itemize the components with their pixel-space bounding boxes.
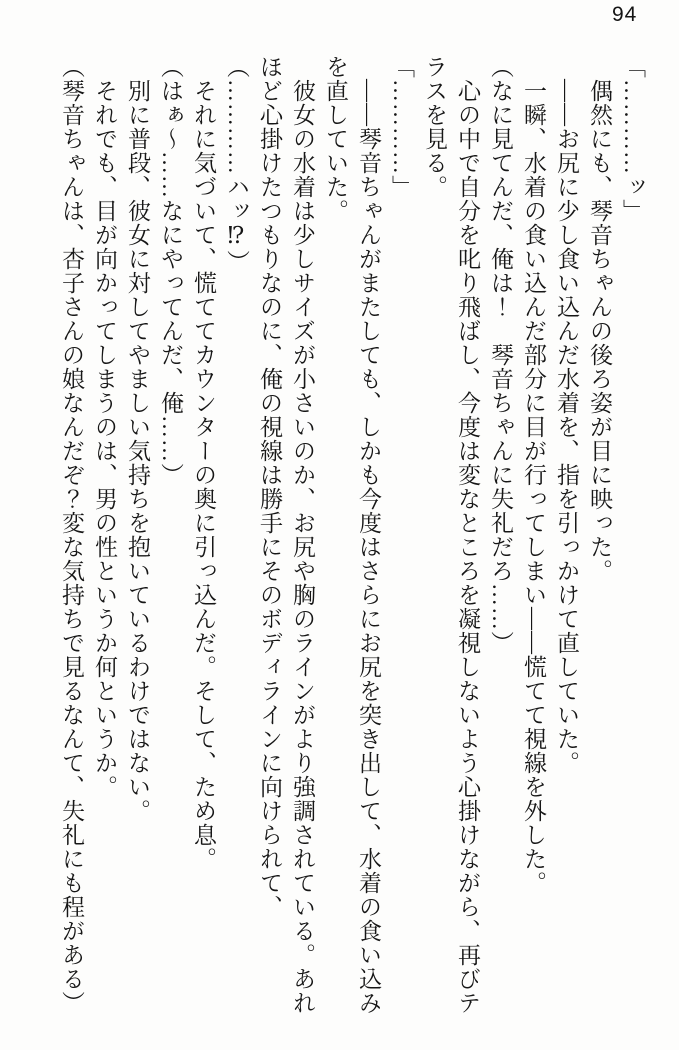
dialogue-line: 「…………ッ」 <box>620 55 645 223</box>
narration-line: 一瞬、水着の食い込んだ部分に目が行ってしまい――慌てて視線を外した。 <box>521 55 546 895</box>
narration-line: 偶然にも、琴音ちゃんの後ろ姿が目に映った。 <box>587 55 612 583</box>
thought-line: （なに見てんだ、俺は！ 琴音ちゃんに失礼だろ……） <box>488 55 513 655</box>
narration-line: ――お尻に少し食い込んだ水着を、指を引っかけて直していた。 <box>554 55 579 775</box>
narration-line: 彼女の水着は少しサイズが小さいのか、お尻や胸のラインがより強調されている。あれほど心掛けたつもりなのに、俺の視線は勝手にそのボディラインに向けられて、 <box>257 55 315 1015</box>
narration-line: ――琴音ちゃんがまたしても、しかも今度はさらにお尻を突き出して、水着の食い込みを直していた。 <box>323 55 381 1015</box>
thought-line: （はぁ～……なにやってんだ、俺……） <box>158 55 183 487</box>
dialogue-line: 「…………」 <box>389 55 414 199</box>
narration-line: 心の中で自分を叱り飛ばし、今度は変なところを凝視しないよう心掛けながら、再びテラスを見る。 <box>422 55 480 1015</box>
narration-line: それでも、目が向かってしまうのは、男の性というか何というか。 <box>92 55 117 799</box>
thought-line: （琴音ちゃんは、杏子さんの娘なんだぞ？変な気持ちで見るなんて、失礼にも程がある） <box>59 55 84 1015</box>
vertical-text-block <box>55 55 649 1023</box>
narration-line: 別に普段、彼女に対してやましい気持ちを抱いているわけではない。 <box>125 55 150 823</box>
thought-line: （…………ハッ⁉） <box>224 55 249 274</box>
narration-line: それに気づいて、慌ててカウンターの奥に引っ込んだ。そして、ため息。 <box>191 55 216 871</box>
page-number: 94 <box>612 3 638 26</box>
